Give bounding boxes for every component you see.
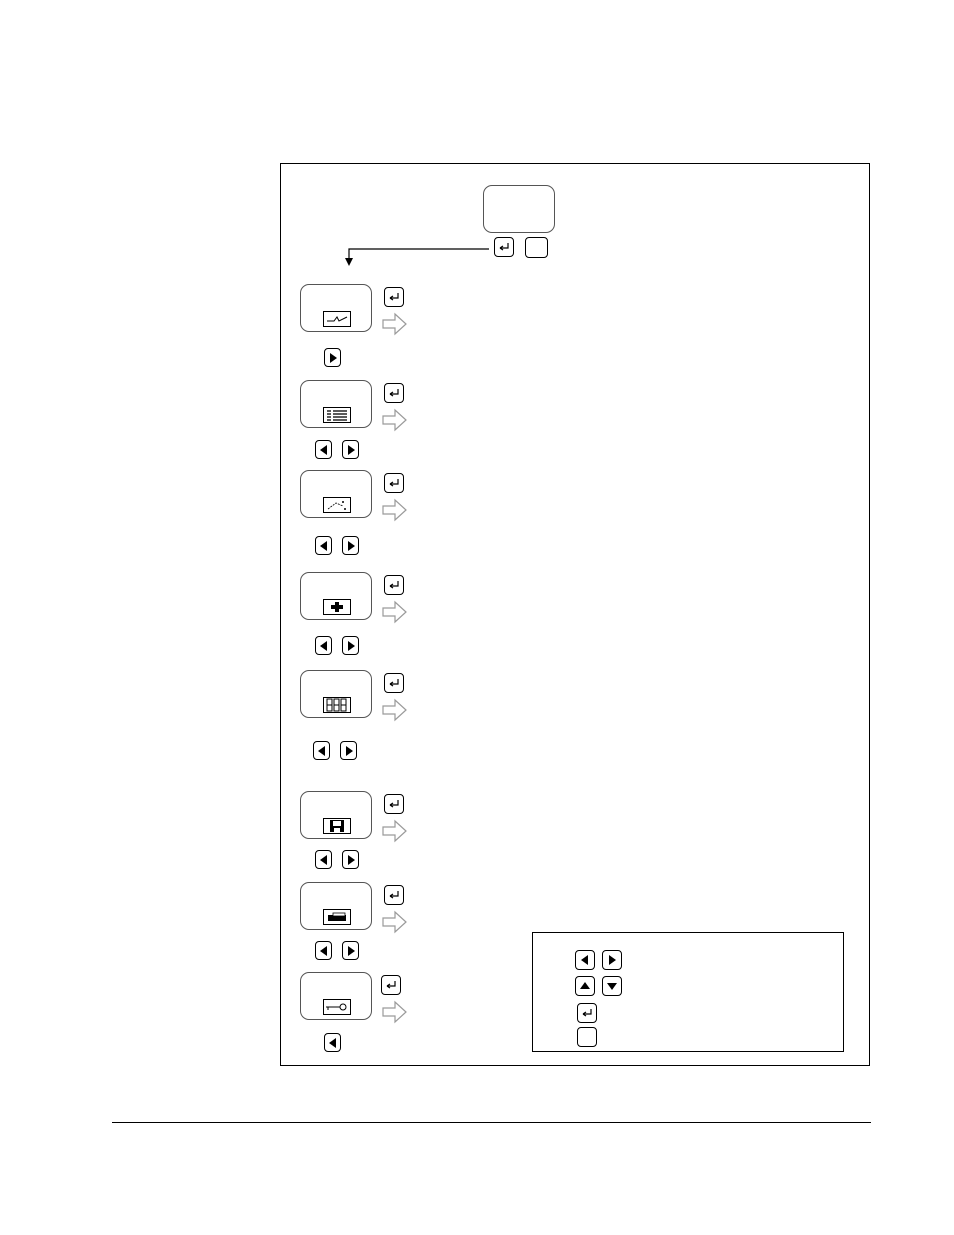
cross-icon <box>323 599 351 615</box>
enter-key-icon[interactable] <box>384 794 404 814</box>
next-outline-arrow-icon <box>382 1000 408 1029</box>
next-outline-arrow-icon <box>382 698 408 727</box>
left-arrow-key-icon[interactable] <box>315 636 332 655</box>
right-arrow-key-icon[interactable] <box>602 950 622 970</box>
enter-key-icon[interactable] <box>384 575 404 595</box>
enter-key-icon[interactable] <box>384 673 404 693</box>
next-outline-arrow-icon <box>382 312 408 341</box>
right-arrow-key-icon[interactable] <box>342 536 359 555</box>
enter-key-icon[interactable] <box>384 885 404 905</box>
next-outline-arrow-icon <box>382 408 408 437</box>
down-arrow-key-icon[interactable] <box>602 976 622 996</box>
legend-enter-key-icon[interactable] <box>577 1003 597 1023</box>
right-arrow-key-icon[interactable] <box>342 850 359 869</box>
blank-key-icon[interactable] <box>525 237 548 258</box>
menu-screen-list <box>300 380 372 428</box>
enter-key-icon[interactable] <box>384 383 404 403</box>
menu-screen-printer <box>300 882 372 930</box>
left-arrow-key-icon[interactable] <box>315 850 332 869</box>
menu-screen-medical <box>300 572 372 620</box>
footer-rule <box>112 1122 871 1123</box>
scatter-icon <box>323 497 351 513</box>
enter-key-icon[interactable] <box>384 287 404 307</box>
left-arrow-key-icon[interactable] <box>315 440 332 459</box>
legend-blank-key-icon[interactable] <box>577 1027 597 1047</box>
digits-icon <box>323 697 351 713</box>
menu-screen-save <box>300 791 372 839</box>
key-icon <box>323 999 351 1015</box>
enter-key-icon[interactable] <box>494 237 514 257</box>
menu-screen-key <box>300 972 372 1020</box>
list-icon <box>323 407 351 423</box>
floppy-disk-icon <box>323 818 351 834</box>
trend-icon <box>323 311 351 327</box>
next-outline-arrow-icon <box>382 819 408 848</box>
right-arrow-key-icon[interactable] <box>342 941 359 960</box>
left-arrow-key-icon[interactable] <box>313 741 330 760</box>
right-arrow-key-icon[interactable] <box>324 348 341 367</box>
left-arrow-key-icon[interactable] <box>575 950 595 970</box>
right-arrow-key-icon[interactable] <box>340 741 357 760</box>
top-display-screen <box>483 185 555 233</box>
left-arrow-key-icon[interactable] <box>324 1033 341 1052</box>
left-arrow-key-icon[interactable] <box>315 536 332 555</box>
enter-key-icon[interactable] <box>381 975 401 995</box>
next-outline-arrow-icon <box>382 910 408 939</box>
menu-screen-trend <box>300 284 372 332</box>
right-arrow-key-icon[interactable] <box>342 636 359 655</box>
up-arrow-key-icon[interactable] <box>575 976 595 996</box>
next-outline-arrow-icon <box>382 600 408 629</box>
left-arrow-key-icon[interactable] <box>315 941 332 960</box>
next-outline-arrow-icon <box>382 498 408 527</box>
menu-screen-digits <box>300 670 372 718</box>
printer-icon <box>323 909 351 925</box>
menu-screen-scatter <box>300 470 372 518</box>
enter-key-icon[interactable] <box>384 473 404 493</box>
right-arrow-key-icon[interactable] <box>342 440 359 459</box>
